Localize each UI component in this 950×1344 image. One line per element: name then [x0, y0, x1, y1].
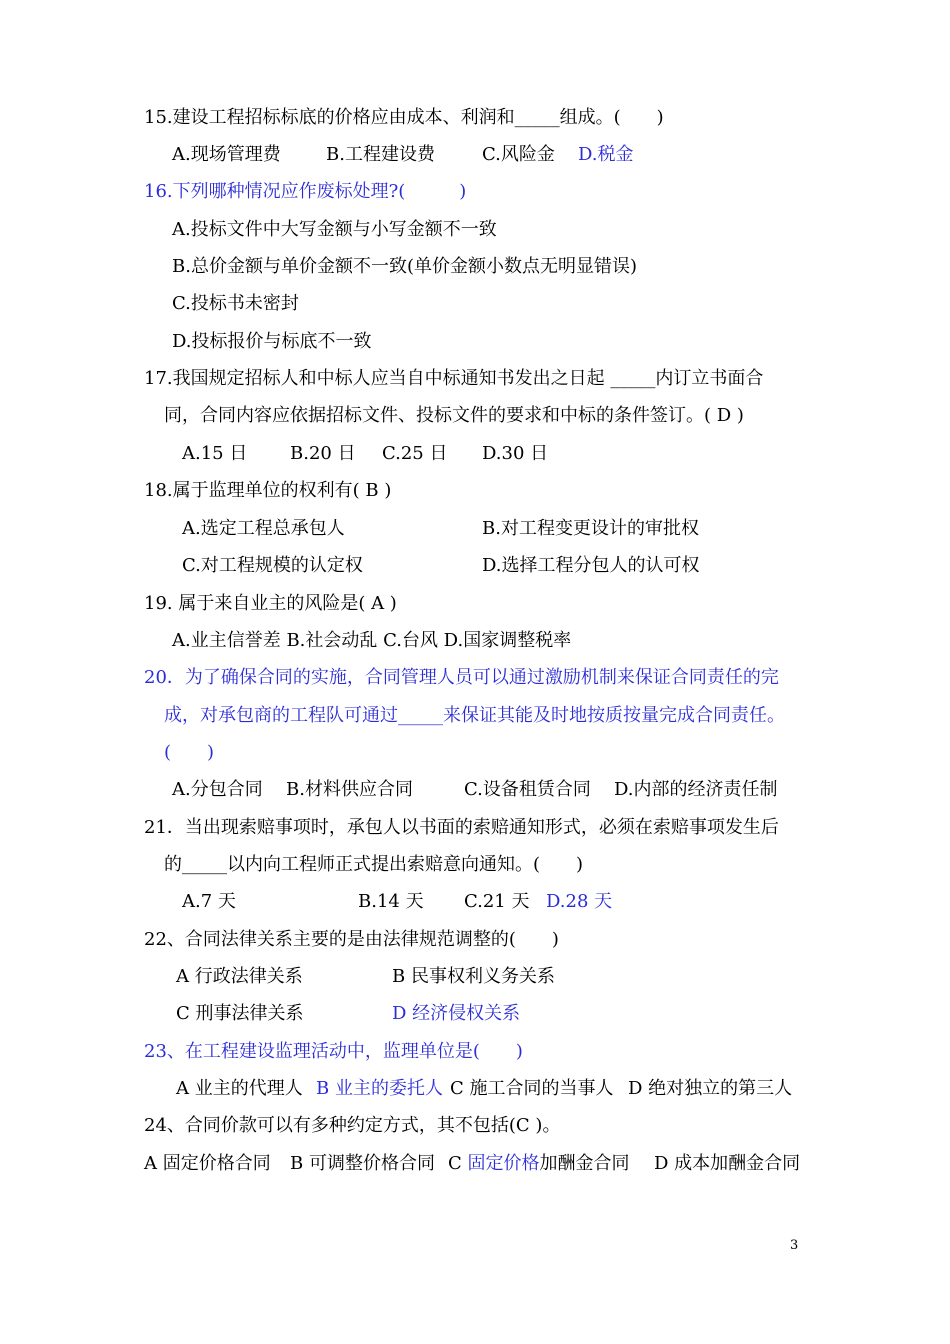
- q15-option-a: A.现场管理费: [172, 144, 281, 165]
- q21-stem-line1: 21．当出现索赔事项时，承包人以书面的索赔通知形式，必须在索赔事项发生后: [144, 817, 779, 838]
- q18-option-d: D.选择工程分包人的认可权: [482, 555, 700, 576]
- q18-stem: 18.属于监理单位的权利有( B ): [144, 480, 392, 501]
- q20-stem-line1: 20．为了确保合同的实施，合同管理人员可以通过激励机制来保证合同责任的完: [144, 667, 779, 688]
- q21-stem-line2: 的_____以内向工程师正式提出索赔意向通知。( ): [164, 854, 584, 875]
- q17-option-c: C.25 日: [382, 443, 448, 464]
- q17-option-b: B.20 日: [290, 443, 356, 464]
- q16-option-d: D.投标报价与标底不一致: [172, 331, 372, 352]
- q15-option-d: D.税金: [578, 144, 634, 165]
- q17-stem-line1: 17.我国规定招标人和中标人应当自中标通知书发出之日起 _____内订立书面合: [144, 368, 764, 389]
- q22-option-c: C 刑事法律关系: [176, 1003, 304, 1024]
- q23-option-c: C 施工合同的当事人: [450, 1078, 614, 1099]
- q24-stem: 24、合同价款可以有多种约定方式，其不包括(C )。: [144, 1115, 561, 1136]
- q21-option-d: D.28 天: [546, 891, 613, 912]
- q24-option-d: D 成本加酬金合同: [654, 1153, 801, 1174]
- q19-stem: 19. 属于来自业主的风险是( A ): [144, 593, 397, 614]
- q24-option-c: [448, 1152, 630, 1176]
- q21-option-a: A.7 天: [182, 891, 236, 912]
- q18-option-b: B.对工程变更设计的审批权: [482, 518, 699, 539]
- q22-option-b: B 民事权利义务关系: [392, 966, 555, 987]
- q15-stem: 15.建设工程招标标底的价格应由成本、利润和_____组成。( ): [144, 107, 664, 128]
- q22-option-a: A 行政法律关系: [176, 966, 303, 987]
- q16-option-b: B.总价金额与单价金额不一致(单价金额小数点无明显错误): [172, 256, 637, 277]
- q17-option-d: D.30 日: [482, 443, 549, 464]
- q23-option-b: B 业主的委托人: [316, 1078, 443, 1099]
- q21-option-c: C.21 天: [464, 891, 530, 912]
- q20-option-c: C.设备租赁合同: [464, 779, 591, 800]
- q24-option-c-prefix: C: [448, 1153, 468, 1174]
- q21-option-b: B.14 天: [358, 891, 424, 912]
- q23-option-d: D 绝对独立的第三人: [628, 1078, 793, 1099]
- q23-option-a: A 业主的代理人: [176, 1078, 303, 1099]
- q19-options: A.业主信誉差 B.社会动乱 C.台风 D.国家调整税率: [172, 630, 572, 651]
- q20-stem-line2: 成，对承包商的工程队可通过_____来保证其能及时地按质按量完成合同责任。: [164, 705, 785, 726]
- page-number: 3: [790, 1238, 799, 1253]
- q24-option-b: B 可调整价格合同: [290, 1153, 435, 1174]
- q20-option-b: B.材料供应合同: [286, 779, 413, 800]
- q18-option-c: C.对工程规模的认定权: [182, 555, 363, 576]
- q23-stem: 23、在工程建设监理活动中，监理单位是( ): [144, 1041, 523, 1062]
- q16-option-a: A.投标文件中大写金额与小写金额不一致: [172, 219, 497, 240]
- q16-option-c: C.投标书未密封: [172, 293, 299, 314]
- q24-option-c-highlight: 固定价格: [467, 1153, 540, 1174]
- q17-option-a: A.15 日: [182, 443, 248, 464]
- q24-option-c-suffix: 加酬金合同: [539, 1153, 630, 1174]
- q24-option-a: A 固定价格合同: [144, 1153, 271, 1174]
- q17-stem-line2: 同，合同内容应依据招标文件、投标文件的要求和中标的条件签订。( D ): [164, 405, 744, 426]
- q18-option-a: A.选定工程总承包人: [182, 518, 345, 539]
- q15-option-b: B.工程建设费: [326, 144, 435, 165]
- q15-option-c: C.风险金: [482, 144, 555, 165]
- q22-stem: 22、合同法律关系主要的是由法律规范调整的( ): [144, 929, 559, 950]
- q20-stem-line3: ( ): [164, 742, 215, 763]
- q22-option-d: D 经济侵权关系: [392, 1003, 521, 1024]
- q20-option-a: A.分包合同: [172, 779, 263, 800]
- q16-stem: 16.下列哪种情况应作废标处理?( ): [144, 181, 467, 202]
- q20-option-d: D.内部的经济责任制: [614, 779, 778, 800]
